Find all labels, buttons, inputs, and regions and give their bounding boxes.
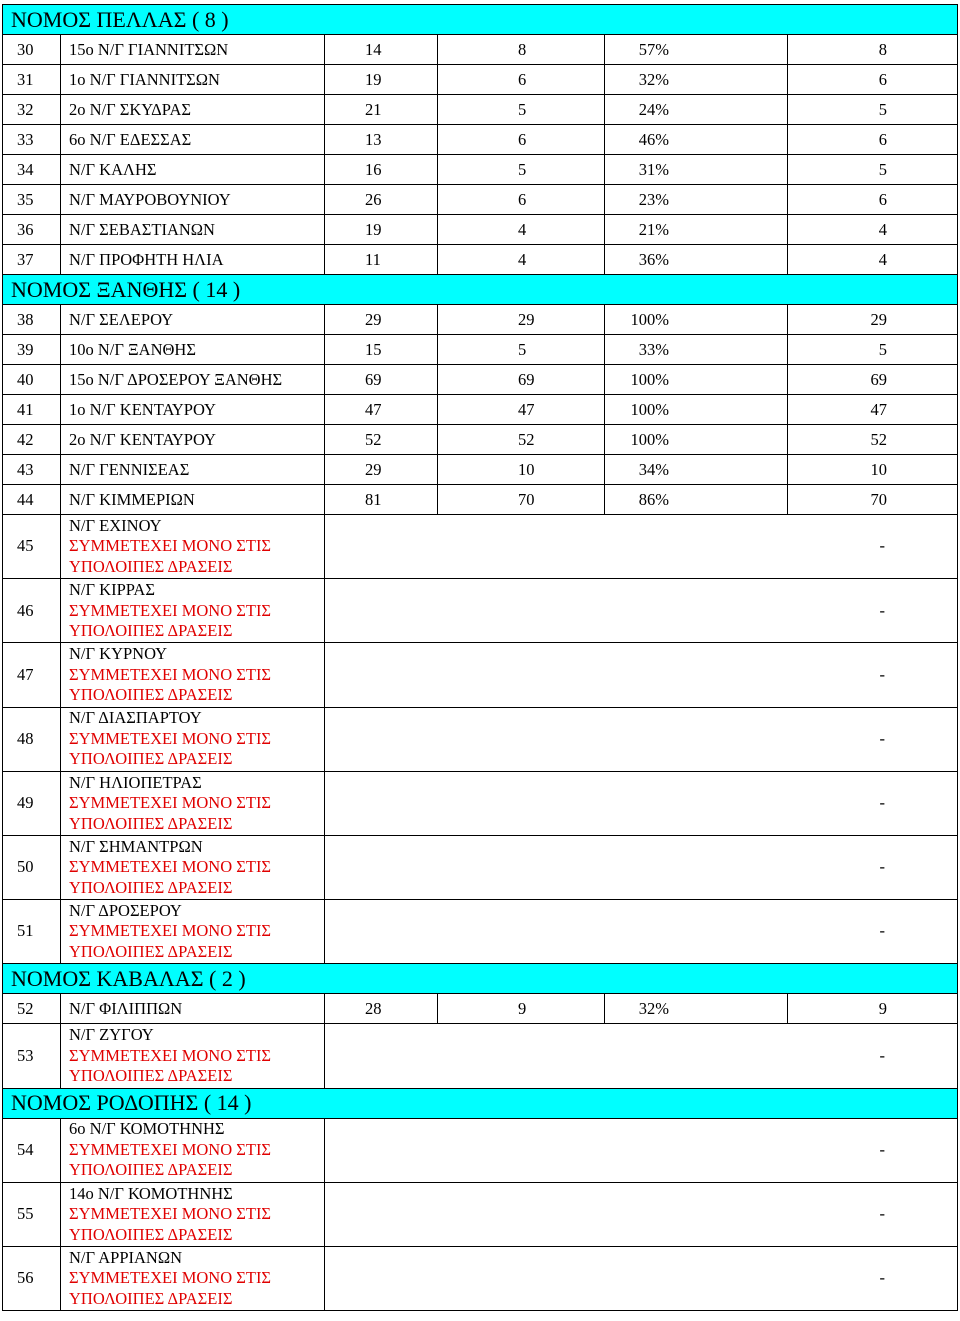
percentage: 57% xyxy=(605,35,788,65)
school-name: Ν/Γ ΦΙΛΙΠΠΩΝ xyxy=(61,994,325,1024)
percentage: 86% xyxy=(605,485,788,515)
row-number: 54 xyxy=(3,1118,61,1182)
note-line-2: ΥΠΟΛΟΙΠΕΣ ΔΡΑΣΕΙΣ xyxy=(69,1224,233,1244)
value-col3: 29 xyxy=(325,305,438,335)
region-header-row xyxy=(3,1088,958,1118)
table-row xyxy=(3,1024,958,1088)
percentage: 23% xyxy=(605,185,788,215)
value-col6: 47 xyxy=(788,395,958,425)
not-applicable-dash: - xyxy=(325,707,958,771)
row-number: 36 xyxy=(3,215,61,245)
table-row xyxy=(3,35,958,65)
region-title: ΝΟΜΟΣ ΡΟΔΟΠΗΣ ( 14 ) xyxy=(3,1088,958,1118)
note-line-1: ΣΥΜΜΕΤΕΧΕΙ ΜΟΝΟ ΣΤΙΣ xyxy=(69,536,272,556)
school-name: Ν/Γ ΔΡΟΣΕΡΟΥ xyxy=(69,900,182,920)
note-line-1: ΣΥΜΜΕΤΕΧΕΙ ΜΟΝΟ ΣΤΙΣ xyxy=(69,600,272,620)
note-line-1: ΣΥΜΜΕΤΕΧΕΙ ΜΟΝΟ ΣΤΙΣ xyxy=(69,921,272,941)
note-line-2: ΥΠΟΛΟΙΠΕΣ ΔΡΑΣΕΙΣ xyxy=(69,941,233,961)
value-col6: 10 xyxy=(788,455,958,485)
note-line-1: ΣΥΜΜΕΤΕΧΕΙ ΜΟΝΟ ΣΤΙΣ xyxy=(69,1204,272,1224)
school-name: Ν/Γ ΚΙΡΡΑΣ xyxy=(69,580,155,600)
row-number: 35 xyxy=(3,185,61,215)
value-col3: 29 xyxy=(325,455,438,485)
percentage: 46% xyxy=(605,125,788,155)
value-col3: 81 xyxy=(325,485,438,515)
note-line-2: ΥΠΟΛΟΙΠΕΣ ΔΡΑΣΕΙΣ xyxy=(69,813,233,833)
note-line-1: ΣΥΜΜΕΤΕΧΕΙ ΜΟΝΟ ΣΤΙΣ xyxy=(69,1139,272,1159)
school-name: Ν/Γ ΜΑΥΡΟΒΟΥΝΙΟΥ xyxy=(61,185,325,215)
row-number: 56 xyxy=(3,1246,61,1310)
note-line-1: ΣΥΜΜΕΤΕΧΕΙ ΜΟΝΟ ΣΤΙΣ xyxy=(69,857,272,877)
not-applicable-dash: - xyxy=(325,1246,958,1310)
row-number: 30 xyxy=(3,35,61,65)
value-col6: 6 xyxy=(788,65,958,95)
value-col3: 19 xyxy=(325,65,438,95)
value-col4: 47 xyxy=(438,395,605,425)
value-col6: 52 xyxy=(788,425,958,455)
table-row xyxy=(3,335,958,365)
row-number: 42 xyxy=(3,425,61,455)
value-col6: 29 xyxy=(788,305,958,335)
school-name-cell xyxy=(61,1118,325,1182)
school-name-cell xyxy=(61,1246,325,1310)
school-name: 6ο Ν/Γ ΚΟΜΟΤΗΝΗΣ xyxy=(69,1119,225,1139)
not-applicable-dash: - xyxy=(325,643,958,707)
school-name-cell xyxy=(61,1024,325,1088)
percentage: 100% xyxy=(605,395,788,425)
table-row xyxy=(3,1118,958,1182)
table-row xyxy=(3,900,958,964)
note-line-1: ΣΥΜΜΕΤΕΧΕΙ ΜΟΝΟ ΣΤΙΣ xyxy=(69,793,272,813)
note-line-2: ΥΠΟΛΟΙΠΕΣ ΔΡΑΣΕΙΣ xyxy=(69,1288,233,1308)
table-row xyxy=(3,425,958,455)
school-name: 15ο Ν/Γ ΓΙΑΝΝΙΤΣΩΝ xyxy=(61,35,325,65)
table-row xyxy=(3,95,958,125)
school-name-cell xyxy=(61,707,325,771)
row-number: 31 xyxy=(3,65,61,95)
row-number: 55 xyxy=(3,1182,61,1246)
value-col4: 29 xyxy=(438,305,605,335)
value-col4: 5 xyxy=(438,95,605,125)
school-name-cell xyxy=(61,1182,325,1246)
not-applicable-dash: - xyxy=(325,1024,958,1088)
row-number: 45 xyxy=(3,515,61,579)
not-applicable-dash: - xyxy=(325,900,958,964)
value-col6: 5 xyxy=(788,155,958,185)
value-col4: 4 xyxy=(438,245,605,275)
row-number: 39 xyxy=(3,335,61,365)
not-applicable-dash: - xyxy=(325,515,958,579)
school-name: 1ο Ν/Γ ΚΕΝΤΑΥΡΟΥ xyxy=(61,395,325,425)
table-row xyxy=(3,643,958,707)
value-col3: 13 xyxy=(325,125,438,155)
row-number: 47 xyxy=(3,643,61,707)
value-col6: 5 xyxy=(788,95,958,125)
school-name: Ν/Γ ΖΥΓΟΥ xyxy=(69,1025,154,1045)
table-row xyxy=(3,707,958,771)
school-name: 2ο Ν/Γ ΣΚΥΔΡΑΣ xyxy=(61,95,325,125)
percentage: 34% xyxy=(605,455,788,485)
row-number: 52 xyxy=(3,994,61,1024)
value-col6: 6 xyxy=(788,125,958,155)
note-line-1: ΣΥΜΜΕΤΕΧΕΙ ΜΟΝΟ ΣΤΙΣ xyxy=(69,728,272,748)
value-col6: 8 xyxy=(788,35,958,65)
region-header-row xyxy=(3,5,958,35)
note-line-2: ΥΠΟΛΟΙΠΕΣ ΔΡΑΣΕΙΣ xyxy=(69,749,233,769)
value-col4: 5 xyxy=(438,155,605,185)
school-name: Ν/Γ ΑΡΡΙΑΝΩΝ xyxy=(69,1247,183,1267)
percentage: 100% xyxy=(605,425,788,455)
value-col3: 28 xyxy=(325,994,438,1024)
value-col3: 14 xyxy=(325,35,438,65)
value-col4: 70 xyxy=(438,485,605,515)
school-name: Ν/Γ ΣΕΒΑΣΤΙΑΝΩΝ xyxy=(61,215,325,245)
school-name-cell xyxy=(61,900,325,964)
note-line-1: ΣΥΜΜΕΤΕΧΕΙ ΜΟΝΟ ΣΤΙΣ xyxy=(69,1045,272,1065)
value-col3: 16 xyxy=(325,155,438,185)
percentage: 31% xyxy=(605,155,788,185)
value-col3: 47 xyxy=(325,395,438,425)
not-applicable-dash: - xyxy=(325,1182,958,1246)
percentage: 32% xyxy=(605,994,788,1024)
school-name-cell xyxy=(61,515,325,579)
school-name: 15ο Ν/Γ ΔΡΟΣΕΡΟΥ ΞΑΝΘΗΣ xyxy=(61,365,325,395)
value-col4: 8 xyxy=(438,35,605,65)
school-name: Ν/Γ ΠΡΟΦΗΤΗ ΗΛΙΑ xyxy=(61,245,325,275)
note-line-2: ΥΠΟΛΟΙΠΕΣ ΔΡΑΣΕΙΣ xyxy=(69,877,233,897)
value-col3: 15 xyxy=(325,335,438,365)
note-line-2: ΥΠΟΛΟΙΠΕΣ ΔΡΑΣΕΙΣ xyxy=(69,1160,233,1180)
school-name-cell xyxy=(61,579,325,643)
region-header-row xyxy=(3,275,958,305)
school-name-cell xyxy=(61,771,325,835)
school-name: 14ο Ν/Γ ΚΟΜΟΤΗΝΗΣ xyxy=(69,1183,233,1203)
table-row xyxy=(3,155,958,185)
note-line-2: ΥΠΟΛΟΙΠΕΣ ΔΡΑΣΕΙΣ xyxy=(69,621,233,641)
row-number: 34 xyxy=(3,155,61,185)
row-number: 50 xyxy=(3,835,61,899)
table-row xyxy=(3,579,958,643)
value-col6: 6 xyxy=(788,185,958,215)
percentage: 21% xyxy=(605,215,788,245)
row-number: 44 xyxy=(3,485,61,515)
value-col6: 70 xyxy=(788,485,958,515)
value-col6: 9 xyxy=(788,994,958,1024)
row-number: 49 xyxy=(3,771,61,835)
school-name: 6ο Ν/Γ ΕΔΕΣΣΑΣ xyxy=(61,125,325,155)
value-col3: 52 xyxy=(325,425,438,455)
table-row xyxy=(3,515,958,579)
percentage: 33% xyxy=(605,335,788,365)
value-col6: 4 xyxy=(788,245,958,275)
value-col3: 69 xyxy=(325,365,438,395)
table-row xyxy=(3,65,958,95)
percentage: 32% xyxy=(605,65,788,95)
row-number: 40 xyxy=(3,365,61,395)
value-col6: 4 xyxy=(788,215,958,245)
table-row xyxy=(3,1246,958,1310)
value-col4: 69 xyxy=(438,365,605,395)
row-number: 41 xyxy=(3,395,61,425)
value-col6: 5 xyxy=(788,335,958,365)
school-name-cell xyxy=(61,643,325,707)
value-col4: 52 xyxy=(438,425,605,455)
row-number: 43 xyxy=(3,455,61,485)
row-number: 33 xyxy=(3,125,61,155)
row-number: 32 xyxy=(3,95,61,125)
percentage: 36% xyxy=(605,245,788,275)
value-col3: 21 xyxy=(325,95,438,125)
note-line-2: ΥΠΟΛΟΙΠΕΣ ΔΡΑΣΕΙΣ xyxy=(69,1066,233,1086)
school-name: 2ο Ν/Γ ΚΕΝΤΑΥΡΟΥ xyxy=(61,425,325,455)
value-col4: 10 xyxy=(438,455,605,485)
table-row xyxy=(3,455,958,485)
school-name: Ν/Γ ΣΕΛΕΡΟΥ xyxy=(61,305,325,335)
note-line-2: ΥΠΟΛΟΙΠΕΣ ΔΡΑΣΕΙΣ xyxy=(69,556,233,576)
school-name: Ν/Γ ΚΑΛΗΣ xyxy=(61,155,325,185)
nursery-participation-table xyxy=(2,4,958,1311)
not-applicable-dash: - xyxy=(325,835,958,899)
school-name: Ν/Γ ΓΕΝΝΙΣΕΑΣ xyxy=(61,455,325,485)
value-col4: 4 xyxy=(438,215,605,245)
percentage: 100% xyxy=(605,305,788,335)
table-row xyxy=(3,365,958,395)
table-row xyxy=(3,835,958,899)
row-number: 51 xyxy=(3,900,61,964)
table-row xyxy=(3,395,958,425)
not-applicable-dash: - xyxy=(325,771,958,835)
percentage: 24% xyxy=(605,95,788,125)
value-col3: 19 xyxy=(325,215,438,245)
not-applicable-dash: - xyxy=(325,579,958,643)
value-col6: 69 xyxy=(788,365,958,395)
value-col3: 11 xyxy=(325,245,438,275)
value-col4: 6 xyxy=(438,125,605,155)
table-row xyxy=(3,771,958,835)
table-row xyxy=(3,245,958,275)
school-name: Ν/Γ ΔΙΑΣΠΑΡΤΟΥ xyxy=(69,708,202,728)
row-number: 53 xyxy=(3,1024,61,1088)
table-row xyxy=(3,1182,958,1246)
table-row xyxy=(3,305,958,335)
value-col4: 5 xyxy=(438,335,605,365)
row-number: 48 xyxy=(3,707,61,771)
value-col4: 9 xyxy=(438,994,605,1024)
row-number: 37 xyxy=(3,245,61,275)
region-title: ΝΟΜΟΣ ΠΕΛΛΑΣ ( 8 ) xyxy=(3,5,958,35)
value-col3: 26 xyxy=(325,185,438,215)
school-name: Ν/Γ ΕΧΙΝΟΥ xyxy=(69,515,162,535)
school-name: Ν/Γ ΚΙΜΜΕΡΙΩΝ xyxy=(61,485,325,515)
school-name: Ν/Γ ΗΛΙΟΠΕΤΡΑΣ xyxy=(69,772,202,792)
school-name-cell xyxy=(61,835,325,899)
note-line-2: ΥΠΟΛΟΙΠΕΣ ΔΡΑΣΕΙΣ xyxy=(69,685,233,705)
table-row xyxy=(3,185,958,215)
table-row xyxy=(3,215,958,245)
table-body xyxy=(3,5,958,1311)
region-header-row xyxy=(3,964,958,994)
row-number: 38 xyxy=(3,305,61,335)
value-col4: 6 xyxy=(438,65,605,95)
school-name: Ν/Γ ΣΗΜΑΝΤΡΩΝ xyxy=(69,836,203,856)
percentage: 100% xyxy=(605,365,788,395)
region-title: ΝΟΜΟΣ ΚΑΒΑΛΑΣ ( 2 ) xyxy=(3,964,958,994)
table-row xyxy=(3,125,958,155)
value-col4: 6 xyxy=(438,185,605,215)
table-row xyxy=(3,994,958,1024)
region-title: ΝΟΜΟΣ ΞΑΝΘΗΣ ( 14 ) xyxy=(3,275,958,305)
note-line-1: ΣΥΜΜΕΤΕΧΕΙ ΜΟΝΟ ΣΤΙΣ xyxy=(69,664,272,684)
not-applicable-dash: - xyxy=(325,1118,958,1182)
school-name: Ν/Γ ΚΥΡΝΟΥ xyxy=(69,644,168,664)
row-number: 46 xyxy=(3,579,61,643)
note-line-1: ΣΥΜΜΕΤΕΧΕΙ ΜΟΝΟ ΣΤΙΣ xyxy=(69,1268,272,1288)
school-name: 10ο Ν/Γ ΞΑΝΘΗΣ xyxy=(61,335,325,365)
table-row xyxy=(3,485,958,515)
school-name: 1ο Ν/Γ ΓΙΑΝΝΙΤΣΩΝ xyxy=(61,65,325,95)
